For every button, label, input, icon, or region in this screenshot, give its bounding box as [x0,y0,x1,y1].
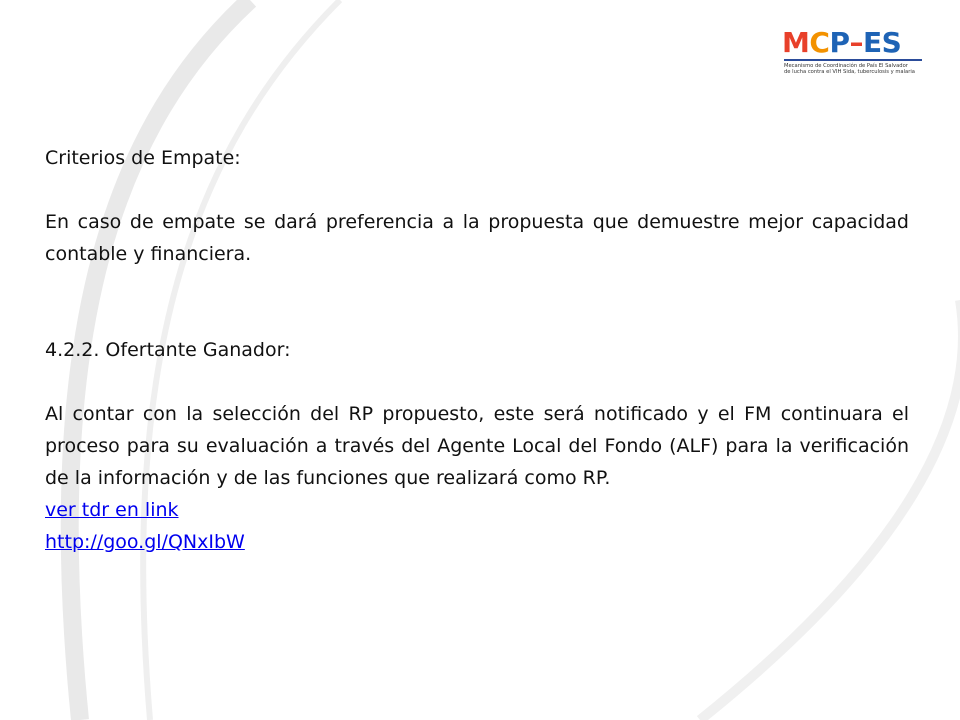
slide-content [45,142,909,558]
paragraph-ofertante: Al contar con la selección del RP propuesto, este será notificado y el FM continuara el proceso para su evaluación a través del Agente Local del Fondo (ALF) para la verificación de la información y de las funciones que realizará como RP. [45,403,909,489]
spacer [45,174,909,206]
mcp-es-logo [782,28,922,76]
goo-gl-link[interactable]: http://goo.gl/QNxIbW [45,531,245,553]
logo-subtitle [784,63,924,75]
paragraph-empate: En caso de empate se dará preferencia a la propuesta que demuestre mejor capacidad contable y financiera. [45,211,909,265]
logo-subtitle-line-1: Mecanismo de Coordinación de País El Salvador [784,63,908,69]
logo-wordmark [782,28,901,58]
logo-dash: – [849,26,863,59]
section-heading-criterios: Criterios de Empate: [45,147,241,169]
logo-letter-c: C [809,26,830,59]
spacer [45,366,909,398]
section-heading-ofertante: 4.2.2. Ofertante Ganador: [45,339,291,361]
logo-letter-m: M [782,26,810,59]
tdr-link[interactable]: ver tdr en link [45,499,179,521]
logo-subtitle-line-2: de lucha contra el VIH Sida, tuberculosis y malaria [784,69,915,75]
spacer [45,270,909,334]
logo-letters-es: ES [862,26,902,59]
logo-letter-p: P [829,26,850,59]
logo-underline [784,59,922,61]
